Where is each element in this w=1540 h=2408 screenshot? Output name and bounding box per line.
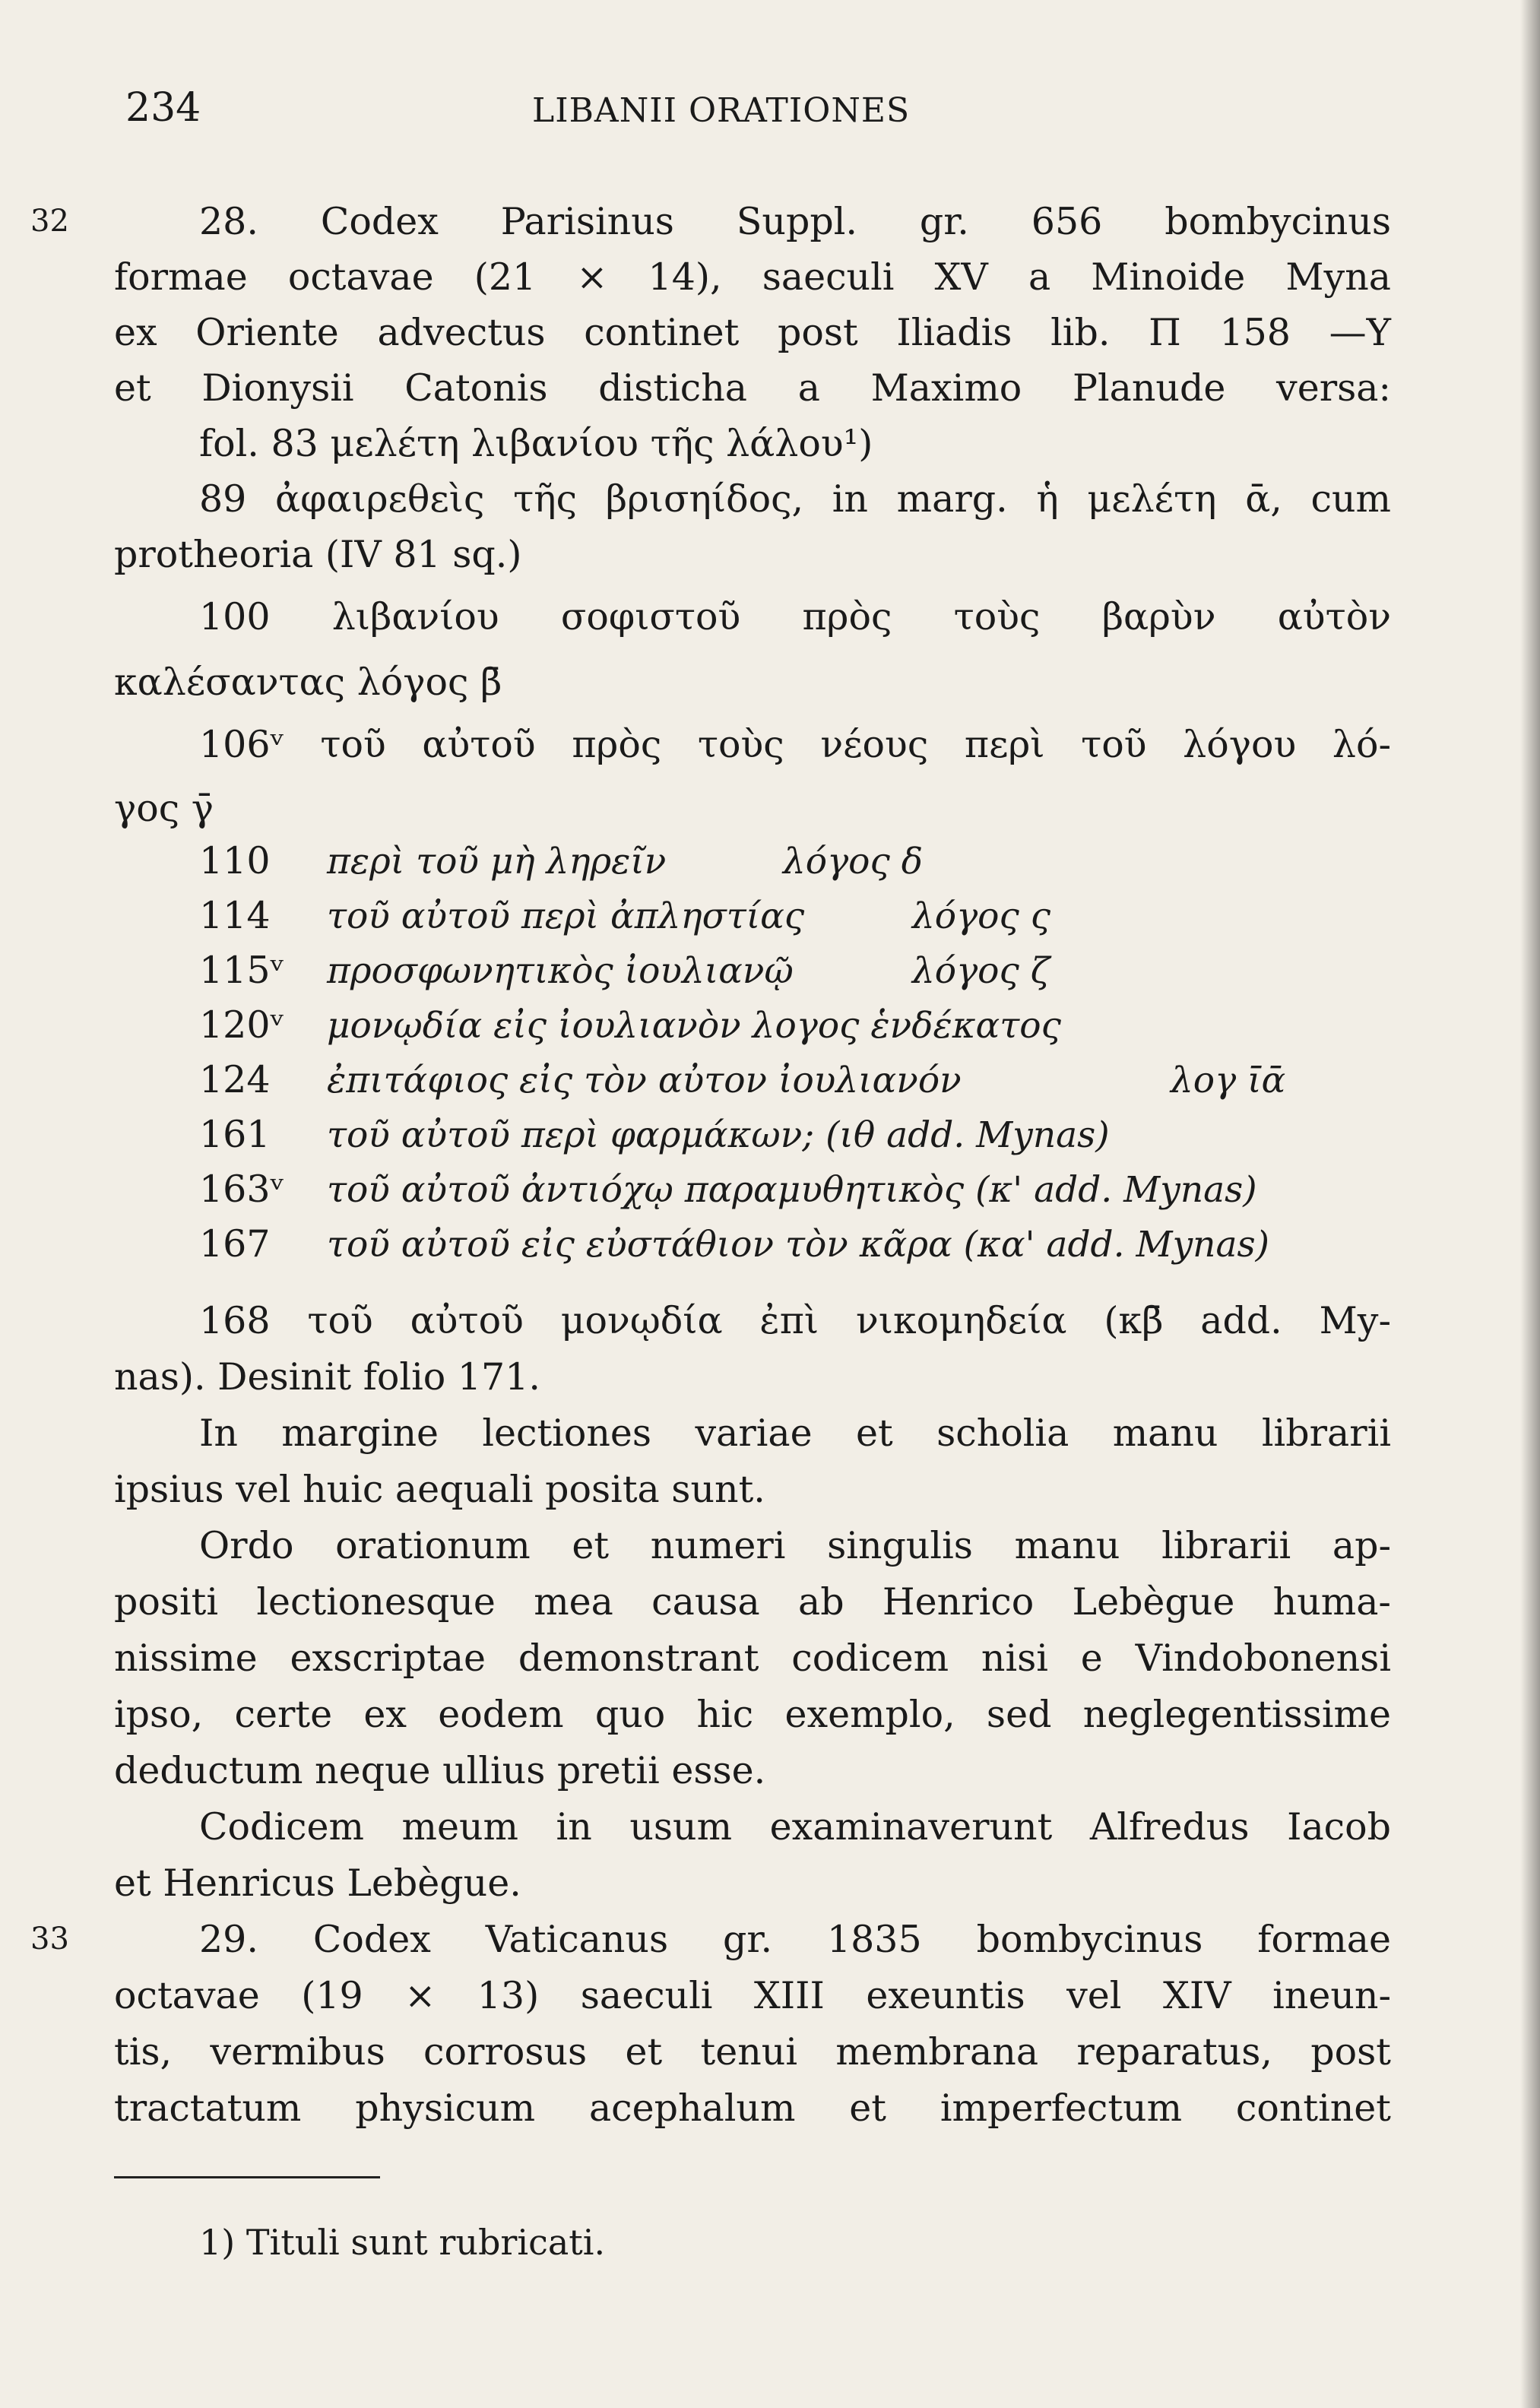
page-edge-shadow [1520,0,1540,2408]
para28-line5: fol. 83 μελέτη λιβανίου τῆς λάλου¹) [199,422,873,465]
after-line11: et Henricus Lebègue. [114,1861,521,1905]
after-line3: In margine lectiones variae et scholia manu librarii [199,1412,1391,1455]
running-title: LIBANII ORATIONES [532,91,911,130]
entry-fol: 167 [199,1222,271,1266]
entry-text: τοῦ αὐτοῦ περὶ ἀπληστίας [327,895,805,937]
para28-line8: 100 λιβανίου σοφιστοῦ πρὸς τοὺς βαρὺν αὐτὸν [199,595,1391,638]
para28-line6: 89 ἀφαιρεθεὶς τῆς βρισηίδος, in marg. ἡ μελέτη ᾱ, cum [199,477,1391,521]
entry-fol: 163ᵛ [199,1168,284,1211]
footnote-rule [114,2176,380,2178]
entry-num: λόγος δ [783,841,924,882]
after-line8: ipso, certe ex eodem quo hic exemplo, sed neglegentissime [114,1693,1391,1736]
footnote: 1) Tituli sunt rubricati. [199,2222,606,2263]
para28-line2: formae octavae (21 × 14), saeculi XV a Minoide Myna [114,255,1391,299]
entry-text: τοῦ αὐτοῦ εἰς εὐστάθιον τὸν κᾶρα (κα' add. Mynas) [327,1224,1269,1266]
page-number: 234 [125,85,201,131]
para29-line4: tractatum physicum acephalum et imperfectum continet [114,2086,1391,2130]
para28-line9: καλέσαντας λόγος β̄ [114,661,502,704]
entry-fol: 120ᵛ [199,1003,284,1047]
after-line10: Codicem meum in usum examinaverunt Alfredus Iacob [199,1805,1391,1849]
after-line2: nas). Desinit folio 171. [114,1355,540,1399]
entry-text: μονῳδία εἰς ἰουλιανὸν λογος ἑνδέκατος [327,1005,1061,1047]
after-line6: positi lectionesque mea causa ab Henrico Lebègue huma- [114,1580,1391,1624]
entry-fol: 114 [199,894,271,937]
after-line1: 168 τοῦ αὐτοῦ μονῳδία ἐπὶ νικομηδεία (κβ̄ add. My- [199,1299,1391,1342]
entry-text: τοῦ αὐτοῦ περὶ φαρμάκων; (ιθ add. Mynas) [327,1114,1110,1156]
para28-line7: protheoria (IV 81 sq.) [114,533,522,576]
para29-line3: tis, vermibus corrosus et tenui membrana reparatus, post [114,2030,1391,2074]
margin-number-33: 33 [30,1922,69,1956]
para28-line4: et Dionysii Catonis disticha a Maximo Planude versa: [114,366,1391,410]
para28-line1: 28. Codex Parisinus Suppl. gr. 656 bombycinus [199,200,1391,243]
after-line5: Ordo orationum et numeri singulis manu librarii ap- [199,1524,1391,1567]
entry-fol: 115ᵛ [199,949,284,992]
entry-fol: 124 [199,1058,271,1101]
entry-text: τοῦ αὐτοῦ ἀντιόχῳ παραμυθητικὸς (κ' add. Mynas) [327,1169,1257,1211]
entry-num: λόγος ς [912,895,1051,937]
after-line9: deductum neque ullius pretii esse. [114,1749,766,1792]
para28-line11: γος γ̄ [114,787,214,830]
margin-number-32: 32 [30,204,69,239]
entry-text: ἐπιτάφιος εἰς τὸν αὐτον ἰουλιανόν [327,1060,962,1101]
entry-text: προσφωνητικὸς ἰουλιανῷ [327,950,794,992]
entry-fol: 161 [199,1113,271,1156]
entry-num: λογ ῑᾱ [1171,1060,1286,1101]
para29-line2: octavae (19 × 13) saeculi XIII exeuntis vel XIV ineun- [114,1974,1391,2017]
entry-fol: 110 [199,839,271,882]
after-line7: nissime exscriptae demonstrant codicem nisi e Vindobonensi [114,1636,1391,1680]
para28-line10: 106ᵛ τοῦ αὐτοῦ πρὸς τοὺς νέους περὶ τοῦ λόγου λό- [199,723,1391,766]
entry-text: περὶ τοῦ μὴ ληρεῖν [327,841,667,882]
entry-num: λόγος ζ [912,950,1050,992]
para28-line3: ex Oriente advectus continet post Iliadis lib. Π 158 —Υ [114,311,1391,354]
after-line4: ipsius vel huic aequali posita sunt. [114,1468,765,1511]
para29-line1: 29. Codex Vaticanus gr. 1835 bombycinus formae [199,1918,1391,1961]
